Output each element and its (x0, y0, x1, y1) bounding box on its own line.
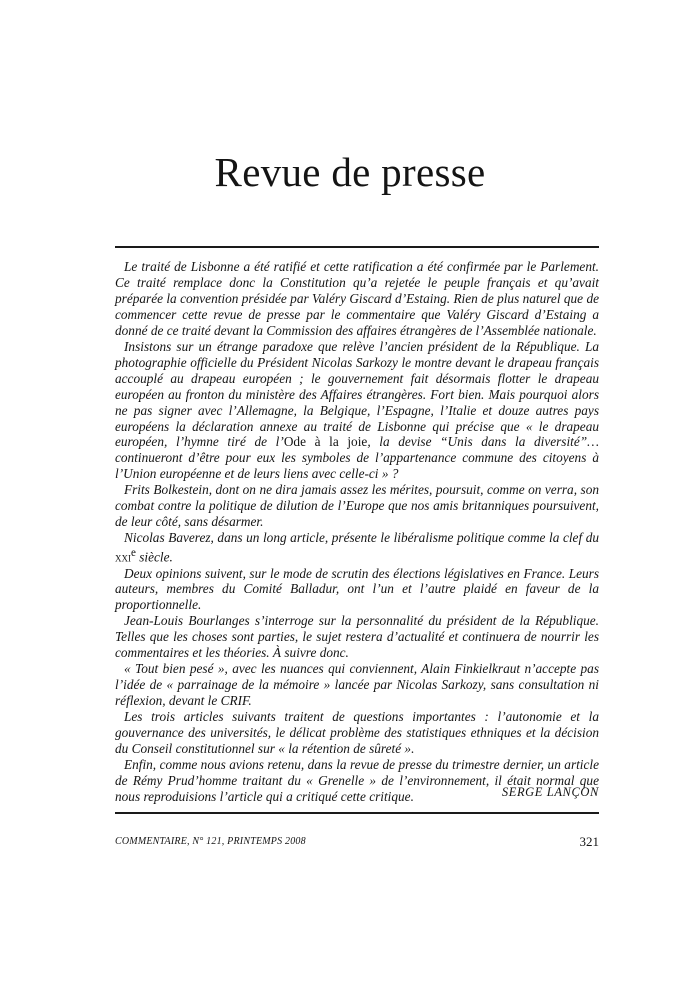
century-numeral: xxi (115, 549, 131, 565)
paragraph-8: Les trois articles suivants traitent de questions importantes : l’autonomie et la gouvernance des universités, le délicat problème des statistiques ethniques et la décision du Conseil constitutionnel sur « la rétention de sûreté ». (115, 709, 599, 757)
paragraph-2: Insistons sur un étrange paradoxe que relève l’ancien président de la République. La photographie officielle du Président Nicolas Sarkozy le montre devant le drapeau français accouplé au drapeau européen ; le gouvernement fait désormais flotter le drapeau européen au fronton du ministère des Affaires étrangères. Fort bien. Mais pourquoi alors ne pas signer avec l’Allemagne, la Belgique, l’Espagne, l’Italie et douze autres pays européens la déclaration annexe au traité de Lisbonne qui précise que « le drapeau européen, l’hymne tiré de l’Ode à la joie, la devise “Unis dans la diversité”… continueront d’être pour eux les symboles de l’appartenance commune des citoyens à l’Union européenne et de leurs liens avec celle-ci » ? (115, 338, 599, 482)
work-title: Ode à la joie (283, 434, 368, 450)
journal-footer: COMMENTAIRE, N° 121, PRINTEMPS 2008 (115, 836, 306, 847)
paragraph-3: Frits Bolkestein, dont on ne dira jamais assez les mérites, poursuit, comme on verra, son combat contre la politique de dilution de l’Europe que nos amis britanniques poursuivent, de leur côté, sans désarmer. (115, 482, 599, 530)
author-signature: SERGE LANÇON (501, 785, 599, 799)
paragraph-7: « Tout bien pesé », avec les nuances qui conviennent, Alain Finkielkraut n’accepte pas l’idée de « parrainage de la mémoire » lancée par Nicolas Sarkozy, sans consultation ni réflexion, devant le CRIF. (115, 661, 599, 709)
paragraph-1: Le traité de Lisbonne a été ratifié et cette ratification a été confirmée par le Parlement. Ce traité remplace donc la Constitution qu’a rejetée le peuple français et qu’avait préparée la convention présidée par Valéry Giscard d’Estaing. Rien de plus naturel que de commencer cette revue de presse par le commentaire que Valéry Giscard d’Estaing a donné de ce traité devant la Commission des affaires étrangères de l’Assemblée nationale. (115, 259, 599, 338)
top-divider (115, 246, 599, 248)
paragraph-5: Deux opinions suivent, sur le mode de scrutin des élections législatives en France. Leurs auteurs, membres du Comité Balladur, ont l’un et l’autre plaidé en faveur de la proportionnelle. (115, 565, 599, 613)
bottom-divider (115, 812, 599, 814)
page-title: Revue de presse (214, 149, 486, 195)
paragraph-4: Nicolas Baverez, dans un long article, présente le libéralisme politique comme la clef du xxi$^e$ siècle. (115, 530, 599, 565)
paragraph-6: Jean-Louis Bourlanges s’interroge sur la personnalité du président de la République. Telles que les choses sont parties, le sujet restera d’actualité et continuera de nourrir les commentaires et les théories. À suivre donc. (115, 613, 599, 661)
article-body (115, 259, 599, 805)
paragraph-9: Enfin, comme nous avions retenu, dans la revue de presse du trimestre dernier, un article de Rémy Prud’homme traitant du « Grenelle » de l’environnement, il était normal que nous reproduisions l’article qui a critiqué cette critique. (115, 756, 599, 804)
page-number: 321 (579, 834, 599, 849)
